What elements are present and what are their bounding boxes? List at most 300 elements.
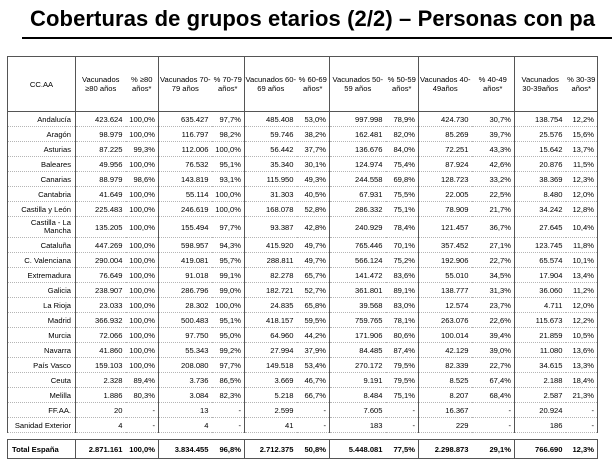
coverage-pct-cell: 82,0% <box>386 127 419 142</box>
coverage-pct-cell: 37,9% <box>297 343 330 358</box>
coverage-pct-cell: 100,0% <box>126 157 159 172</box>
coverage-pct-cell: 84,0% <box>386 142 419 157</box>
coverage-pct-cell: 87,4% <box>386 343 419 358</box>
coverage-pct-cell: 100,0% <box>126 343 159 358</box>
coverage-pct-cell: 80,6% <box>386 328 419 343</box>
vaccinated-count-cell: 42.129 <box>419 343 472 358</box>
vaccinated-count-cell: 64.960 <box>245 328 297 343</box>
coverage-pct-cell: 10,5% <box>566 328 598 343</box>
region-name-cell: Cantabria <box>8 187 76 202</box>
vaccinated-count-cell: 229 <box>419 418 472 433</box>
header-ccaa: CC.AA <box>8 57 76 112</box>
region-name-cell: Cataluña <box>8 238 76 253</box>
coverage-pct-cell: 49,7% <box>297 238 330 253</box>
coverage-pct-cell: 15,6% <box>566 127 598 142</box>
vaccinated-count-cell: 2.188 <box>515 373 566 388</box>
vaccinated-count-cell: 246.619 <box>159 202 212 217</box>
coverage-pct-cell: 22,7% <box>472 358 515 373</box>
coverage-pct-cell: 75,2% <box>386 253 419 268</box>
vaccinated-count-cell: 31.303 <box>245 187 297 202</box>
coverage-pct-cell: 53,4% <box>297 358 330 373</box>
coverage-pct-cell: 44,2% <box>297 328 330 343</box>
coverage-pct-cell: 95,0% <box>212 328 245 343</box>
header-pct-70-79: % 70-79 años* <box>212 57 245 112</box>
vaccinated-count-cell: 263.076 <box>419 313 472 328</box>
coverage-pct-cell: 100,0% <box>126 298 159 313</box>
coverage-pct-cell: 34,5% <box>472 268 515 283</box>
coverage-pct-cell: 22,5% <box>472 187 515 202</box>
coverage-pct-cell: 100,0% <box>126 253 159 268</box>
table-row <box>8 187 598 202</box>
vaccinated-count-cell: 159.103 <box>76 358 126 373</box>
vaccinated-count-cell: 286.796 <box>159 283 212 298</box>
vaccinated-count-cell: 208.080 <box>159 358 212 373</box>
coverage-pct-cell: 100,0% <box>126 127 159 142</box>
coverage-pct-cell: - <box>126 403 159 418</box>
coverage-pct-cell: 21,3% <box>566 388 598 403</box>
vaccinated-count-cell: 7.605 <box>330 403 386 418</box>
vaccinated-count-cell: 115.673 <box>515 313 566 328</box>
coverage-pct-cell: 30,1% <box>297 157 330 172</box>
vaccinated-count-cell: 24.835 <box>245 298 297 313</box>
coverage-pct-cell: 27,1% <box>472 238 515 253</box>
vaccinated-count-cell: 34.242 <box>515 202 566 217</box>
coverage-pct-cell: 80,3% <box>126 388 159 403</box>
total-row <box>8 440 598 459</box>
region-name-cell: Galicia <box>8 283 76 298</box>
coverage-pct-cell: 100,0% <box>126 328 159 343</box>
region-name-cell: Castilla - La Mancha <box>8 217 76 238</box>
coverage-pct-cell: 98,2% <box>212 127 245 142</box>
vaccinated-count-cell: 419.081 <box>159 253 212 268</box>
coverage-pct-cell: 18,4% <box>566 373 598 388</box>
coverage-pct-cell: - <box>297 418 330 433</box>
coverage-pct-cell: 82,3% <box>212 388 245 403</box>
total-value-cell: 766.690 <box>515 440 566 459</box>
vaccinated-count-cell: 39.568 <box>330 298 386 313</box>
region-name-cell: Melilla <box>8 388 76 403</box>
region-name-cell: Ceuta <box>8 373 76 388</box>
vaccinated-count-cell: 20.924 <box>515 403 566 418</box>
coverage-pct-cell: 31,3% <box>472 283 515 298</box>
coverage-pct-cell: - <box>566 418 598 433</box>
coverage-pct-cell: - <box>297 403 330 418</box>
vaccinated-count-cell: 997.998 <box>330 112 386 127</box>
coverage-pct-cell: 75,4% <box>386 157 419 172</box>
coverage-pct-cell: 89,4% <box>126 373 159 388</box>
total-value-cell: 3.834.455 <box>159 440 212 459</box>
total-value-cell: 2.712.375 <box>245 440 297 459</box>
coverage-pct-cell: 78,4% <box>386 217 419 238</box>
header-vacunados-80: Vacunados ≥80 años <box>76 57 126 112</box>
region-name-cell: País Vasco <box>8 358 76 373</box>
vaccinated-count-cell: 8.484 <box>330 388 386 403</box>
table-row <box>8 343 598 358</box>
coverage-pct-cell: - <box>386 403 419 418</box>
table-row <box>8 328 598 343</box>
title-underline <box>22 37 612 39</box>
coverage-pct-cell: 12,2% <box>566 313 598 328</box>
table-row <box>8 112 598 127</box>
coverage-pct-cell: 97,7% <box>212 217 245 238</box>
vaccinated-count-cell: 183 <box>330 418 386 433</box>
region-name-cell: Andalucía <box>8 112 76 127</box>
vaccinated-count-cell: 85.269 <box>419 127 472 142</box>
vaccinated-count-cell: 500.483 <box>159 313 212 328</box>
coverage-pct-cell: 69,8% <box>386 172 419 187</box>
total-value-cell: 96,8% <box>212 440 245 459</box>
vaccinated-count-cell: 41.649 <box>76 187 126 202</box>
vaccinated-count-cell: 286.332 <box>330 202 386 217</box>
coverage-pct-cell: 10,4% <box>566 217 598 238</box>
region-name-cell: Asturias <box>8 142 76 157</box>
region-name-cell: Aragón <box>8 127 76 142</box>
coverage-pct-cell: 83,0% <box>386 298 419 313</box>
coverage-pct-cell: 75,5% <box>386 187 419 202</box>
vaccinated-count-cell: 121.457 <box>419 217 472 238</box>
coverage-pct-cell: 21,7% <box>472 202 515 217</box>
total-label-cell: Total España <box>8 440 76 459</box>
vaccinated-count-cell: 84.485 <box>330 343 386 358</box>
vaccinated-count-cell: 357.452 <box>419 238 472 253</box>
coverage-pct-cell: 95,7% <box>212 253 245 268</box>
header-pct-60-69: % 60-69 años* <box>297 57 330 112</box>
vaccinated-count-cell: 2.328 <box>76 373 126 388</box>
vaccinated-count-cell: 3.736 <box>159 373 212 388</box>
region-name-cell: Canarias <box>8 172 76 187</box>
vaccinated-count-cell: 27.994 <box>245 343 297 358</box>
coverage-pct-cell: 79,5% <box>386 373 419 388</box>
vaccinated-count-cell: 91.018 <box>159 268 212 283</box>
table-row <box>8 283 598 298</box>
vaccinated-count-cell: 123.745 <box>515 238 566 253</box>
header-vacunados-50-59: Vacunados 50-59 años <box>330 57 386 112</box>
coverage-pct-cell: 68,4% <box>472 388 515 403</box>
coverage-pct-cell: - <box>566 403 598 418</box>
vaccinated-count-cell: 1.886 <box>76 388 126 403</box>
page-title: Coberturas de grupos etarios (2/2) – Personas con pa <box>30 6 596 31</box>
region-name-cell: Sanidad Exterior <box>8 418 76 433</box>
coverage-pct-cell: 79,5% <box>386 358 419 373</box>
vaccinated-count-cell: 4.711 <box>515 298 566 313</box>
vaccinated-count-cell: 288.811 <box>245 253 297 268</box>
vaccinated-count-cell: 136.676 <box>330 142 386 157</box>
coverage-pct-cell: 100,0% <box>212 142 245 157</box>
vaccinated-count-cell: 8.480 <box>515 187 566 202</box>
vaccinated-count-cell: 20.876 <box>515 157 566 172</box>
table-row <box>8 217 598 238</box>
vaccinated-count-cell: 192.906 <box>419 253 472 268</box>
coverage-pct-cell: 100,0% <box>126 358 159 373</box>
coverage-pct-cell: 65,8% <box>297 298 330 313</box>
vaccinated-count-cell: 270.172 <box>330 358 386 373</box>
total-value-cell: 12,3% <box>566 440 598 459</box>
vaccinated-count-cell: 424.730 <box>419 112 472 127</box>
header-pct-50-59: % 50-59 años* <box>386 57 419 112</box>
coverage-pct-cell: 97,7% <box>212 112 245 127</box>
vaccinated-count-cell: 100.014 <box>419 328 472 343</box>
coverage-pct-cell: 53,0% <box>297 112 330 127</box>
coverage-pct-cell: 99,3% <box>126 142 159 157</box>
coverage-pct-cell: 12,0% <box>566 298 598 313</box>
vaccinated-count-cell: 21.859 <box>515 328 566 343</box>
header-vacunados-70-79: Vacunados 70-79 años <box>159 57 212 112</box>
vaccinated-count-cell: 4 <box>76 418 126 433</box>
vaccinated-count-cell: 4 <box>159 418 212 433</box>
vaccinated-count-cell: 34.615 <box>515 358 566 373</box>
vaccinated-count-cell: 67.931 <box>330 187 386 202</box>
coverage-pct-cell: 78,1% <box>386 313 419 328</box>
coverage-pct-cell: 33,2% <box>472 172 515 187</box>
region-name-cell: Castilla y León <box>8 202 76 217</box>
table-row <box>8 142 598 157</box>
coverage-pct-cell: 37,7% <box>297 142 330 157</box>
total-value-cell: 2.298.873 <box>419 440 472 459</box>
region-name-cell: Navarra <box>8 343 76 358</box>
coverage-pct-cell: 30,7% <box>472 112 515 127</box>
coverage-pct-cell: 42,6% <box>472 157 515 172</box>
vaccinated-count-cell: 25.576 <box>515 127 566 142</box>
vaccinated-count-cell: 98.979 <box>76 127 126 142</box>
coverage-pct-cell: 100,0% <box>126 238 159 253</box>
vaccinated-count-cell: 566.124 <box>330 253 386 268</box>
table-row <box>8 238 598 253</box>
vaccinated-count-cell: 2.599 <box>245 403 297 418</box>
header-vacunados-60-69: Vacunados 60-69 años <box>245 57 297 112</box>
vaccinated-count-cell: 115.950 <box>245 172 297 187</box>
coverage-pct-cell: 89,1% <box>386 283 419 298</box>
vaccinated-count-cell: 55.114 <box>159 187 212 202</box>
table-row <box>8 268 598 283</box>
vaccinated-count-cell: 49.956 <box>76 157 126 172</box>
coverage-pct-cell: 93,1% <box>212 172 245 187</box>
coverage-pct-cell: 38,2% <box>297 127 330 142</box>
vaccinated-count-cell: 366.932 <box>76 313 126 328</box>
vaccinated-count-cell: 72.251 <box>419 142 472 157</box>
coverage-pct-cell: 13,3% <box>566 358 598 373</box>
table-row <box>8 172 598 187</box>
coverage-pct-cell: 12,0% <box>566 187 598 202</box>
coverage-pct-cell: 100,0% <box>126 268 159 283</box>
coverage-pct-cell: - <box>386 418 419 433</box>
vaccinated-count-cell: 11.080 <box>515 343 566 358</box>
table-row <box>8 253 598 268</box>
vaccinated-count-cell: 35.340 <box>245 157 297 172</box>
header-pct-30-39: % 30-39 años* <box>566 57 598 112</box>
coverage-pct-cell: 100,0% <box>126 217 159 238</box>
vaccinated-count-cell: 418.157 <box>245 313 297 328</box>
coverage-pct-cell: 83,6% <box>386 268 419 283</box>
coverage-pct-cell: 12,8% <box>566 202 598 217</box>
vaccinated-count-cell: 238.907 <box>76 283 126 298</box>
vaccinated-count-cell: 28.302 <box>159 298 212 313</box>
vaccinated-count-cell: 186 <box>515 418 566 433</box>
region-name-cell: Baleares <box>8 157 76 172</box>
table-body <box>8 112 598 433</box>
coverage-pct-cell: 52,7% <box>297 283 330 298</box>
coverage-pct-cell: 100,0% <box>126 283 159 298</box>
header-vacunados-40-49: Vacunados 40-49años <box>419 57 472 112</box>
table-row <box>8 373 598 388</box>
coverage-pct-cell: 66,7% <box>297 388 330 403</box>
vaccinated-count-cell: 135.205 <box>76 217 126 238</box>
coverage-pct-cell: 100,0% <box>212 187 245 202</box>
vaccinated-count-cell: 3.084 <box>159 388 212 403</box>
vaccinated-count-cell: 171.906 <box>330 328 386 343</box>
vaccinated-count-cell: 8.207 <box>419 388 472 403</box>
total-value-cell: 77,5% <box>386 440 419 459</box>
coverage-pct-cell: 13,7% <box>566 142 598 157</box>
header-pct-80: % ≥80 años* <box>126 57 159 112</box>
vaccinated-count-cell: 168.078 <box>245 202 297 217</box>
region-name-cell: FF.AA. <box>8 403 76 418</box>
coverage-pct-cell: 46,7% <box>297 373 330 388</box>
coverage-pct-cell: 100,0% <box>126 202 159 217</box>
coverage-pct-cell: 40,5% <box>297 187 330 202</box>
vaccinated-count-cell: 225.483 <box>76 202 126 217</box>
region-name-cell: Madrid <box>8 313 76 328</box>
region-name-cell: C. Valenciana <box>8 253 76 268</box>
vaccinated-count-cell: 415.920 <box>245 238 297 253</box>
vaccinated-count-cell: 149.518 <box>245 358 297 373</box>
vaccinated-count-cell: 244.558 <box>330 172 386 187</box>
coverage-pct-cell: - <box>212 418 245 433</box>
vaccinated-count-cell: 240.929 <box>330 217 386 238</box>
vaccinated-count-cell: 55.343 <box>159 343 212 358</box>
coverage-pct-cell: 59,5% <box>297 313 330 328</box>
coverage-pct-cell: 98,6% <box>126 172 159 187</box>
vaccinated-count-cell: 2.587 <box>515 388 566 403</box>
vaccinated-count-cell: 138.777 <box>419 283 472 298</box>
vaccinated-count-cell: 598.957 <box>159 238 212 253</box>
region-name-cell: Extremadura <box>8 268 76 283</box>
coverage-pct-cell: 22,7% <box>472 253 515 268</box>
vaccinated-count-cell: 635.427 <box>159 112 212 127</box>
coverage-pct-cell: 75,1% <box>386 202 419 217</box>
vaccinated-count-cell: 87.225 <box>76 142 126 157</box>
vaccinated-count-cell: 128.723 <box>419 172 472 187</box>
total-value-cell: 5.448.081 <box>330 440 386 459</box>
vaccinated-count-cell: 124.974 <box>330 157 386 172</box>
coverage-pct-cell: 100,0% <box>212 202 245 217</box>
coverage-table <box>7 56 598 459</box>
vaccinated-count-cell: 41 <box>245 418 297 433</box>
vaccinated-count-cell: 5.218 <box>245 388 297 403</box>
vaccinated-count-cell: 162.481 <box>330 127 386 142</box>
region-name-cell: La Rioja <box>8 298 76 313</box>
vaccinated-count-cell: 78.909 <box>419 202 472 217</box>
coverage-pct-cell: 11,2% <box>566 283 598 298</box>
vaccinated-count-cell: 38.369 <box>515 172 566 187</box>
vaccinated-count-cell: 41.860 <box>76 343 126 358</box>
vaccinated-count-cell: 20 <box>76 403 126 418</box>
vaccinated-count-cell: 8.525 <box>419 373 472 388</box>
total-value-cell: 50,8% <box>297 440 330 459</box>
vaccinated-count-cell: 36.060 <box>515 283 566 298</box>
table-row <box>8 202 598 217</box>
coverage-pct-cell: 23,7% <box>472 298 515 313</box>
vaccinated-count-cell: 88.979 <box>76 172 126 187</box>
coverage-pct-cell: 78,9% <box>386 112 419 127</box>
total-value-cell: 100,0% <box>126 440 159 459</box>
coverage-pct-cell: 12,3% <box>566 172 598 187</box>
table-row <box>8 388 598 403</box>
vaccinated-count-cell: 290.004 <box>76 253 126 268</box>
coverage-pct-cell: 12,2% <box>566 112 598 127</box>
coverage-pct-cell: 49,7% <box>297 253 330 268</box>
table-row <box>8 403 598 418</box>
coverage-pct-cell: 39,7% <box>472 127 515 142</box>
vaccinated-count-cell: 56.442 <box>245 142 297 157</box>
coverage-pct-cell: 49,3% <box>297 172 330 187</box>
table-row <box>8 313 598 328</box>
vaccinated-count-cell: 765.446 <box>330 238 386 253</box>
vaccinated-count-cell: 138.754 <box>515 112 566 127</box>
table-row <box>8 358 598 373</box>
vaccinated-count-cell: 27.645 <box>515 217 566 238</box>
table-row <box>8 157 598 172</box>
coverage-pct-cell: 42,8% <box>297 217 330 238</box>
coverage-pct-cell: 99,1% <box>212 268 245 283</box>
coverage-pct-cell: 13,6% <box>566 343 598 358</box>
vaccinated-count-cell: 82.278 <box>245 268 297 283</box>
coverage-pct-cell: 75,1% <box>386 388 419 403</box>
coverage-pct-cell: 95,1% <box>212 157 245 172</box>
vaccinated-count-cell: 13 <box>159 403 212 418</box>
coverage-pct-cell: 95,1% <box>212 313 245 328</box>
coverage-pct-cell: 39,0% <box>472 343 515 358</box>
coverage-pct-cell: 97,7% <box>212 358 245 373</box>
coverage-pct-cell: 10,1% <box>566 253 598 268</box>
coverage-pct-cell: - <box>126 418 159 433</box>
vaccinated-count-cell: 3.669 <box>245 373 297 388</box>
coverage-pct-cell: 99,2% <box>212 343 245 358</box>
coverage-pct-cell: 100,0% <box>126 313 159 328</box>
vaccinated-count-cell: 22.005 <box>419 187 472 202</box>
vaccinated-count-cell: 16.367 <box>419 403 472 418</box>
coverage-pct-cell: 67,4% <box>472 373 515 388</box>
coverage-pct-cell: 100,0% <box>126 112 159 127</box>
vaccinated-count-cell: 59.746 <box>245 127 297 142</box>
vaccinated-count-cell: 97.750 <box>159 328 212 343</box>
coverage-pct-cell: 52,8% <box>297 202 330 217</box>
coverage-pct-cell: 94,3% <box>212 238 245 253</box>
vaccinated-count-cell: 82.339 <box>419 358 472 373</box>
vaccinated-count-cell: 182.721 <box>245 283 297 298</box>
vaccinated-count-cell: 76.649 <box>76 268 126 283</box>
vaccinated-count-cell: 23.033 <box>76 298 126 313</box>
coverage-pct-cell: 36,7% <box>472 217 515 238</box>
vaccinated-count-cell: 423.624 <box>76 112 126 127</box>
coverage-pct-cell: 86,5% <box>212 373 245 388</box>
coverage-pct-cell: 11,5% <box>566 157 598 172</box>
vaccinated-count-cell: 759.765 <box>330 313 386 328</box>
table-row <box>8 298 598 313</box>
coverage-pct-cell: 100,0% <box>212 298 245 313</box>
vaccinated-count-cell: 87.924 <box>419 157 472 172</box>
coverage-pct-cell: 13,4% <box>566 268 598 283</box>
vaccinated-count-cell: 55.010 <box>419 268 472 283</box>
header-pct-40-49: % 40-49 años* <box>472 57 515 112</box>
vaccinated-count-cell: 112.006 <box>159 142 212 157</box>
coverage-pct-cell: 99,0% <box>212 283 245 298</box>
coverage-pct-cell: - <box>212 403 245 418</box>
coverage-pct-cell: 39,4% <box>472 328 515 343</box>
vaccinated-count-cell: 12.574 <box>419 298 472 313</box>
vaccinated-count-cell: 447.269 <box>76 238 126 253</box>
vaccinated-count-cell: 485.408 <box>245 112 297 127</box>
coverage-pct-cell: 70,1% <box>386 238 419 253</box>
